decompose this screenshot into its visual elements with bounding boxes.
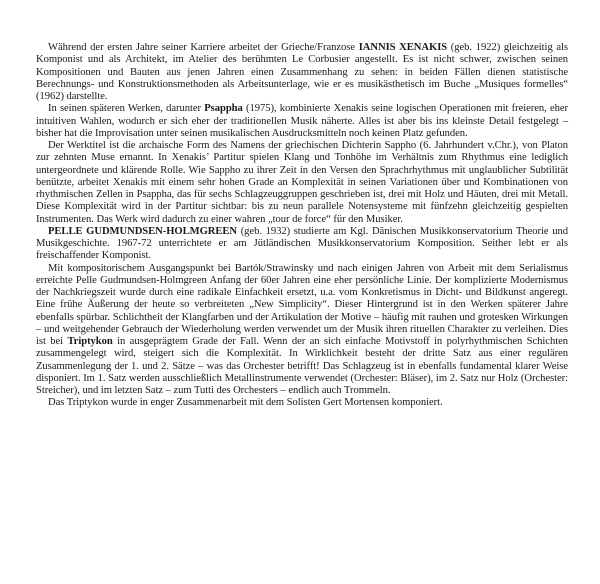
composer-name: PELLE GUDMUNDSEN-HOLMGREEN — [48, 225, 238, 237]
paragraph-text: (1975), kombinierte Xenakis seine logischen Operationen mit freieren, eher intuitiven Wahlen, wodurch er sich eher der traditionellen Musik näherte. Alles ist aber bis ins kleinste Detail festgelegt – bisher hat die Improvisation unter seinen musikalischen Ausdrucksmitteln noch keinen Platz gefunden. — [36, 103, 568, 139]
paragraph-text: In seinen späteren Werken, darunter — [48, 103, 205, 115]
paragraph-text: (geb. 1922) gleichzeitig als Komponist und als Architekt, im Atelier des berühmten Le Corbusier angestellt. Es ist nicht schwer, zwischen seinen Kompositionen und Bauten aus jenen Jahren einen Zusammenhang zu sehen: in beiden Fällen dienen statistische Berechnungs- und Konstruktionsmethoden als Arbeitsunterlage, wie er es musikästhetisch im Buche „Musiques formelles“ (1962) darstellte. — [36, 42, 568, 102]
paragraph-gudmundsen-bio — [36, 226, 568, 263]
composer-name: IANNIS XENAKIS — [358, 42, 448, 53]
paragraph-text: in ausgeprägtem Grade der Fall. Wenn der an sich einfache Motivstoff in polyrhythmischen Schichten zusammengelegt wird, steigert sich die Komplexität. In Wirklichkeit besteht der dritte Satz aus einer regulären Zusammenlegung der 1. und 2. Sätze – was das Orchester betrifft! Das Schlagzeug ist in ebenfalls fundamental klarer Weise disponiert. Im 1. Satz werden ausschließlich Metallinstrumente verwendet (Orchester: Bläser), im 2. Satz nur Holz (Orchester: Streicher), und im letzten Satz – zum Tutti des Orchesters – endlich auch Trommeln. — [36, 336, 568, 396]
article-text — [36, 42, 568, 410]
paragraph-psappha — [36, 103, 568, 140]
work-title: Psappha — [204, 103, 243, 115]
paragraph-text: Während der ersten Jahre seiner Karriere arbeitet der Grieche/Franzose — [48, 42, 359, 53]
paragraph-text: Mit kompositorischem Ausgangspunkt bei Bartók/Strawinsky und nach einigen Jahren von Arbeit mit dem Serialismus erreichte Pelle Gudmundsen-Holmgreen Anfang der 60er Jahren eine eher persönliche Linie. Der komplizierte Modernismus der Nachkriegszeit wurde durch eine radikale Einfachkeit ersetzt, u.a. vom Konkretismus in Dicht- und Bildkunst angeregt. Eine frühe Äußerung der heute so verbreiteten „New Simplicity“. Dieser Hintergrund ist in den Werken späterer Jahre ebenfalls spürbar. Schlichtheit der Klangfarben und der Artikulation der Motive – häufig mit rauhen und grotesken Wirkungen – und weitgehender Gebrauch der Wiederholung werden verwendet um der Musik ihren rituellen Charakter zu verleihen. Dies ist bei — [36, 262, 568, 347]
work-title: Triptykon — [67, 336, 113, 347]
paragraph-triptykon — [36, 263, 568, 398]
paragraph-sappho: Der Werktitel ist die archaische Form des Namens der griechischen Dichterin Sappho (6. Jahrhundert v.Chr.), von Platon zur zehnten Muse ernannt. In Xenakis’ Partitur spielen Klang und Tonhöhe im Verhältnis zum Rhythmus eine lediglich untergeordnete und klärende Rolle. Wie Sappho zu ihrer Zeit in den Versen den Sprachrhythmus mit unglaublicher Subtilität benützte, arbeitet Xenakis mit einem sehr hohen Grade an Komplexität in seinen Variationen über und Kombinationen von rhythmischen Zellen in Psappha, das für sechs Schlagzeuggruppen geschrieben ist, drei mit Holz und Häuten, drei mit Metall. Diese Komplexität wird in der Partitur sichtbar: bis zu neun parallele Notensysteme mit fünfzehn gleichzeitig gespielten Instrumenten. Das Werk wird dadurch zu einer wahren „tour de force“ für den Musiker. — [36, 140, 568, 225]
paragraph-collaboration: Das Triptykon wurde in enger Zusammenarbeit mit dem Solisten Gert Mortensen komponiert. — [48, 397, 443, 409]
paragraph-xenakis-intro — [36, 42, 568, 103]
paragraph-text: (geb. 1932) studierte am Kgl. Dänischen Musikkonservatorium Theorie und Musikgeschichte. 1967-72 unterrichtete er am Jütländischen Musikkonservatorium Komposition. Seither lebt er als freischaffender Komponist. — [36, 225, 568, 262]
